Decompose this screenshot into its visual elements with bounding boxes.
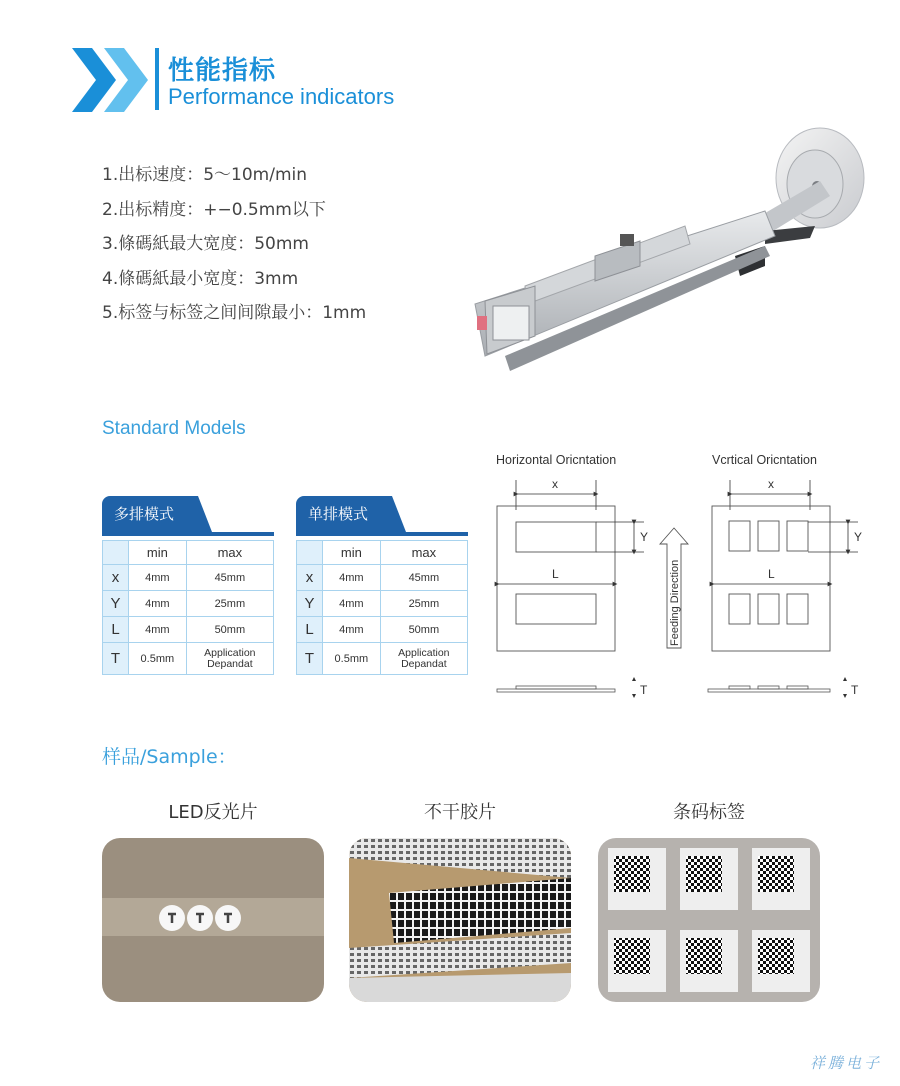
single-row-spec-table <box>296 496 468 670</box>
table-cell: 25mm <box>380 591 467 617</box>
column-header: max <box>186 541 273 565</box>
dimension-label-y: Y <box>854 530 863 544</box>
header-divider <box>155 48 159 110</box>
row-label: x <box>103 565 129 591</box>
tab-label: 多排模式 <box>102 496 198 532</box>
table-cell: 50mm <box>380 617 467 643</box>
indicator-list <box>102 160 366 333</box>
list-item: 1.出标速度：5～10m/min <box>102 165 308 185</box>
sample-label: LED反光片 <box>168 802 258 823</box>
tab-label: 单排模式 <box>296 496 392 532</box>
dimension-label-x: x <box>552 477 558 491</box>
chevron-right-icon <box>70 48 150 112</box>
adhesive-sheet-sample-image <box>349 838 571 1002</box>
table-header-row <box>297 541 468 565</box>
mode-tab <box>296 496 468 532</box>
table-cell: 4mm <box>323 591 381 617</box>
list-item: 2.出标精度：+−0.5mm以下 <box>102 199 326 220</box>
table-cell: 0.5mm <box>129 643 187 675</box>
table-row <box>103 591 274 617</box>
list-item: 4.條碼紙最小宽度：3mm <box>102 268 299 289</box>
row-label: Y <box>297 591 323 617</box>
table-row <box>103 643 274 675</box>
table-row <box>297 565 468 591</box>
horizontal-orientation-title: Horizontal Oricntation <box>496 453 617 467</box>
table-cell: 4mm <box>129 591 187 617</box>
label-feeder-machine-image <box>465 126 865 376</box>
dimension-label-t: T <box>851 683 859 697</box>
dimension-label-y: Y <box>640 530 649 544</box>
page-subtitle: Performance indicators <box>168 84 395 109</box>
table-cell: 0.5mm <box>323 643 381 675</box>
vertical-orientation-title: Vcrtical Oricntation <box>712 453 817 467</box>
row-label: L <box>297 617 323 643</box>
dimension-label-x: x <box>768 477 774 491</box>
table-header-row <box>103 541 274 565</box>
list-item: 3.條碼紙最大宽度：50mm <box>102 234 309 254</box>
orientation-diagram <box>488 448 868 708</box>
table-cell: Application Depandat <box>186 643 273 675</box>
brand-watermark: 祥腾电子 <box>809 1054 882 1072</box>
sample-label: 条码标签 <box>673 802 745 823</box>
table-cell: 25mm <box>186 591 273 617</box>
table-cell: 45mm <box>186 565 273 591</box>
led-reflector-sample-image <box>102 838 324 1002</box>
dimension-label-t: T <box>640 683 648 697</box>
row-label: L <box>103 617 129 643</box>
table-row <box>103 565 274 591</box>
table-row <box>297 617 468 643</box>
table-cell: 45mm <box>380 565 467 591</box>
row-label: Y <box>103 591 129 617</box>
spec-table <box>102 540 274 675</box>
section-title: 样品/Sample： <box>102 746 237 768</box>
dimension-label-l: L <box>768 567 775 581</box>
page-title: 性能指标 <box>168 56 277 86</box>
column-header: max <box>380 541 467 565</box>
barcode-label-sample-image <box>598 838 820 1002</box>
list-item: 5.标签与标签之间间隙最小：1mm <box>102 303 367 323</box>
table-row <box>297 591 468 617</box>
row-label: x <box>297 565 323 591</box>
column-header: min <box>323 541 381 565</box>
sample-label: 不干胶片 <box>424 802 496 823</box>
spec-table <box>296 540 468 675</box>
mode-tab <box>102 496 274 532</box>
column-header: min <box>129 541 187 565</box>
table-cell: 4mm <box>129 617 187 643</box>
table-row <box>297 643 468 675</box>
row-label: T <box>103 643 129 675</box>
dimension-label-l: L <box>552 567 559 581</box>
table-row <box>103 617 274 643</box>
table-cell: 50mm <box>186 617 273 643</box>
feeding-direction-label: Feeding Direction <box>669 559 681 646</box>
row-label: T <box>297 643 323 675</box>
table-cell: 4mm <box>323 617 381 643</box>
section-title: Standard Models <box>102 418 246 439</box>
table-cell: 4mm <box>323 565 381 591</box>
table-cell: 4mm <box>129 565 187 591</box>
multi-row-spec-table <box>102 496 274 670</box>
table-cell: Application Depandat <box>380 643 467 675</box>
